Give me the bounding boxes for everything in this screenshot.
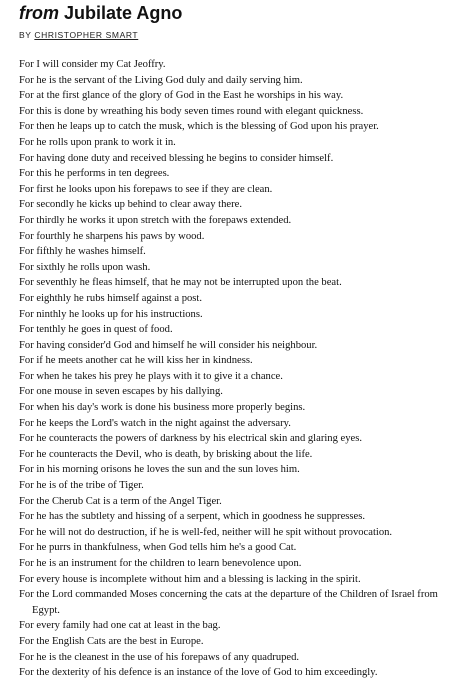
poem-line: For he has the subtlety and hissing of a serpent, which in goodness he suppresses. bbox=[19, 511, 366, 523]
poem-line: For at the first glance of the glory of God in the East he worships in his way. bbox=[19, 90, 344, 102]
poem-line: For tenthly he goes in quest of food. bbox=[19, 324, 173, 336]
poem-line: For he is the cleanest in the use of his forepaws of any quadruped. bbox=[19, 651, 300, 663]
poem-line: For thirdly he works it upon stretch with the forepaws extended. bbox=[19, 214, 292, 226]
poem-line: For in his morning orisons he loves the sun and the sun loves him. bbox=[19, 464, 300, 476]
poem-line: For secondly he kicks up behind to clear away there. bbox=[19, 199, 242, 211]
poem-line: For ninthly he looks up for his instructions. bbox=[19, 308, 203, 320]
poem-line: For seventhly he fleas himself, that he may not be interrupted upon the beat. bbox=[19, 277, 342, 289]
poem-line: For first he looks upon his forepaws to see if they are clean. bbox=[19, 183, 273, 195]
poem-line: For he purrs in thankfulness, when God tells him he's a good Cat. bbox=[19, 542, 297, 554]
poem-line: For he counteracts the powers of darkness by his electrical skin and glaring eyes. bbox=[19, 433, 363, 445]
poem-line: For the English Cats are the best in Europe. bbox=[19, 635, 204, 647]
poem-line: For this is done by wreathing his body seven times round with elegant quickness. bbox=[19, 105, 364, 117]
poem-line: For having done duty and received blessing he begins to consider himself. bbox=[19, 152, 334, 164]
poem-title bbox=[19, 2, 182, 24]
poem-line: For he is the servant of the Living God duly and daily serving him. bbox=[19, 74, 303, 86]
poem-line: For then he leaps up to catch the musk, which is the blessing of God upon his prayer. bbox=[19, 121, 379, 133]
poem-line: For he keeps the Lord's watch in the night against the adversary. bbox=[19, 417, 291, 429]
poem-line: For he counteracts the Devil, who is death, by brisking about the life. bbox=[19, 448, 313, 460]
poem-line: For if he meets another cat he will kiss her in kindness. bbox=[19, 355, 253, 367]
poem-line: For sixthly he rolls upon wash. bbox=[19, 261, 151, 273]
poem-line: For he is an instrument for the children to learn benevolence upon. bbox=[19, 558, 302, 569]
byline-prefix: BY bbox=[19, 30, 35, 40]
poem-line: For the dexterity of his defence is an instance of the love of God to him exceedingly. bbox=[19, 667, 378, 679]
poem-line: For the Lord commanded Moses concerning the cats at the departure of the Children of Israel from Egypt. bbox=[19, 589, 438, 616]
poem-line: For every family had one cat at least in the bag. bbox=[19, 620, 221, 632]
poem-line: For this he performs in ten degrees. bbox=[19, 168, 170, 180]
poem-line: For he is of the tribe of Tiger. bbox=[19, 480, 144, 492]
author-link[interactable]: CHRISTOPHER SMART bbox=[34, 30, 139, 40]
poem-line: For when he takes his prey he plays with it to give it a chance. bbox=[19, 370, 283, 382]
poem-line: For when his day's work is done his business more properly begins. bbox=[19, 402, 306, 414]
poem-body bbox=[19, 57, 467, 681]
title-main: Jubilate Agno bbox=[64, 3, 183, 23]
poem-line: For I will consider my Cat Jeoffry. bbox=[19, 59, 166, 70]
poem-line: For fourthly he sharpens his paws by wood. bbox=[19, 230, 205, 242]
byline bbox=[19, 29, 138, 41]
title-prefix: from bbox=[19, 3, 59, 23]
poem-line: For he will not do destruction, if he is well-fed, neither will he spit without provocation. bbox=[19, 526, 393, 538]
poem-line: For the Cherub Cat is a term of the Angel Tiger. bbox=[19, 495, 222, 507]
poem-line: For having consider'd God and himself he will consider his neighbour. bbox=[19, 339, 318, 351]
poem-line: For eighthly he rubs himself against a post. bbox=[19, 292, 203, 304]
poem-line: For he rolls upon prank to work it in. bbox=[19, 136, 176, 148]
poem-line: For fifthly he washes himself. bbox=[19, 246, 146, 258]
poem-line: For one mouse in seven escapes by his dallying. bbox=[19, 386, 223, 398]
poem-line: For every house is incomplete without him and a blessing is lacking in the spirit. bbox=[19, 573, 361, 585]
